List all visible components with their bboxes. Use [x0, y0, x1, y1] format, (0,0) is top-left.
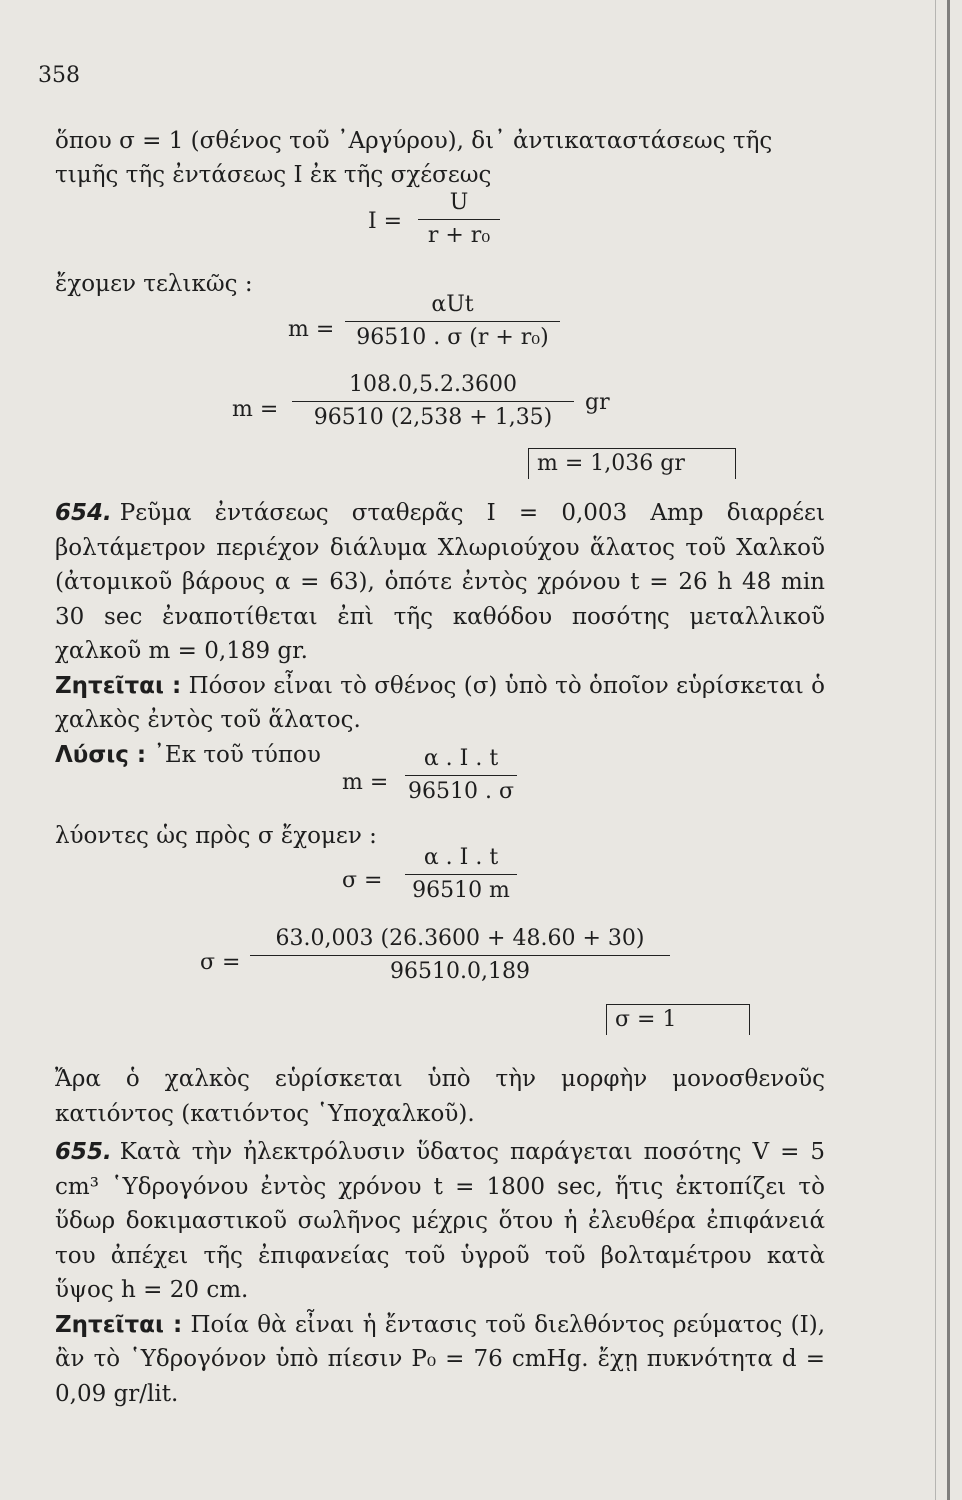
eq1-numerator: U [449, 190, 469, 215]
problem-654-solution-text: ᾿Εκ τοῦ τύπου [153, 741, 321, 768]
fraction-bar [418, 219, 500, 220]
eq2-lhs: m = [288, 317, 335, 342]
eq6-numerator: 63.0,003 (26.3600 + 48.60 + 30) [275, 926, 645, 951]
fraction-bar [405, 874, 517, 875]
intro-line-1: ὅπου σ = 1 (σθένος τοῦ ᾿Αργύρου), δι᾿ ἀντικαταστάσεως τῆς [55, 128, 773, 154]
conclusion [55, 1062, 825, 1131]
fraction-bar [292, 401, 574, 402]
page-binding-edge [947, 0, 950, 1500]
eq2-fraction [345, 292, 560, 351]
page-number: 358 [38, 63, 80, 88]
eq6-denominator: 96510.0,189 [390, 959, 530, 984]
fraction-bar [250, 955, 670, 956]
problem-655-ask-text: Ποία θὰ εἶναι ἡ ἔντασις τοῦ διελθόντος ρεύματος (I), ἂν τὸ ῾Υδρογόνον ὑπὸ πίεσιν P₀ = 76 cmHg. ἔχῃ πυκνότητα d = 0,09 gr/lit. [55, 1311, 826, 1407]
eq3-unit: gr [585, 390, 610, 415]
problem-654-number: 654. [55, 500, 112, 526]
eq4-denominator: 96510 . σ [408, 779, 514, 804]
page-binding-line [935, 0, 936, 1500]
problem-654-solution-label: Λύσις : [55, 741, 147, 768]
intro-line-2: τιμῆς τῆς ἐντάσεως I ἐκ τῆς σχέσεως [55, 162, 492, 188]
eq5-denominator: 96510 m [412, 878, 510, 903]
problem-655-ask-label: Ζητεῖται : [55, 1311, 183, 1338]
problem-654-text: Ρεῦμα ἐντάσεως σταθερᾶς I = 0,003 Amp διαρρέει βολτάμετρον περιέχον διάλυμα Χλωριούχου ἅλατος τοῦ Χαλκοῦ (ἀτομικοῦ βάρους α = 63), ὁπότε ἐντὸς χρόνου t = 26 h 48 min 30 sec ἐναποτίθεται ἐπὶ τῆς καθόδου ποσότης μεταλλικοῦ χαλκοῦ m = 0,189 gr. [55, 500, 825, 664]
problem-655 [55, 1135, 825, 1411]
problem-655-text: Κατὰ τὴν ἠλεκτρόλυσιν ὕδατος παράγεται ποσότης V = 5 cm³ ῾Υδρογόνου ἐντὸς χρόνου t = 1800 sec, ἥτις ἐκτοπίζει τὸ ὕδωρ δοκιμαστικοῦ σωλῆνος μέχρις ὅτου ἡ ἐλευθέρα ἐπιφάνειά του ἀπέχει τῆς ἐπιφανείας τοῦ ὑγροῦ τοῦ βολταμέτρου κατὰ ὕψος h = 20 cm. [55, 1139, 825, 1303]
eq4-lhs: m = [342, 770, 389, 795]
problem-655-number: 655. [55, 1139, 112, 1165]
eq3-fraction [292, 372, 574, 431]
eq5-lhs: σ = [342, 868, 383, 893]
eq3-denominator: 96510 (2,538 + 1,35) [313, 405, 553, 430]
result-box-2: σ = 1 [606, 1004, 750, 1035]
eq2-numerator: αUt [431, 292, 474, 317]
eq5-numerator: α . I . t [423, 845, 499, 870]
eq2-denominator: 96510 . σ (r + r₀) [356, 325, 549, 350]
eq3-lhs: m = [232, 397, 279, 422]
eq3-numerator: 108.0,5.2.3600 [349, 372, 517, 397]
result-box-1: m = 1,036 gr [528, 448, 736, 479]
problem-654 [55, 496, 825, 772]
fraction-bar [405, 775, 517, 776]
eq1-lhs: I = [368, 209, 403, 234]
problem-654-ask-label: Ζητεῖται : [55, 672, 182, 699]
fraction-bar [345, 321, 560, 322]
eq5-fraction [405, 845, 517, 904]
eq1-fraction [418, 190, 500, 249]
problem-654-ask-text: Πόσον εἶναι τὸ σθένος (σ) ὑπὸ τὸ ὁποῖον εὑρίσκεται ὁ χαλκὸς ἐντὸς τοῦ ἅλατος. [55, 672, 826, 733]
solving-label: λύοντες ὡς πρὸς σ ἔχομεν : [55, 823, 377, 849]
eq6-lhs: σ = [200, 950, 241, 975]
eq4-numerator: α . I . t [423, 746, 499, 771]
eq1-denominator: r + r₀ [427, 223, 491, 248]
conclusion-text: Ἄρα ὁ χαλκὸς εὑρίσκεται ὑπὸ τὴν μορφὴν μονοσθενοῦς κατιόντος (κατιόντος ῾Υποχαλκοῦ). [55, 1066, 825, 1127]
final-label: ἔχομεν τελικῶς : [55, 271, 253, 297]
eq6-fraction [250, 926, 670, 985]
eq4-fraction [405, 746, 517, 805]
